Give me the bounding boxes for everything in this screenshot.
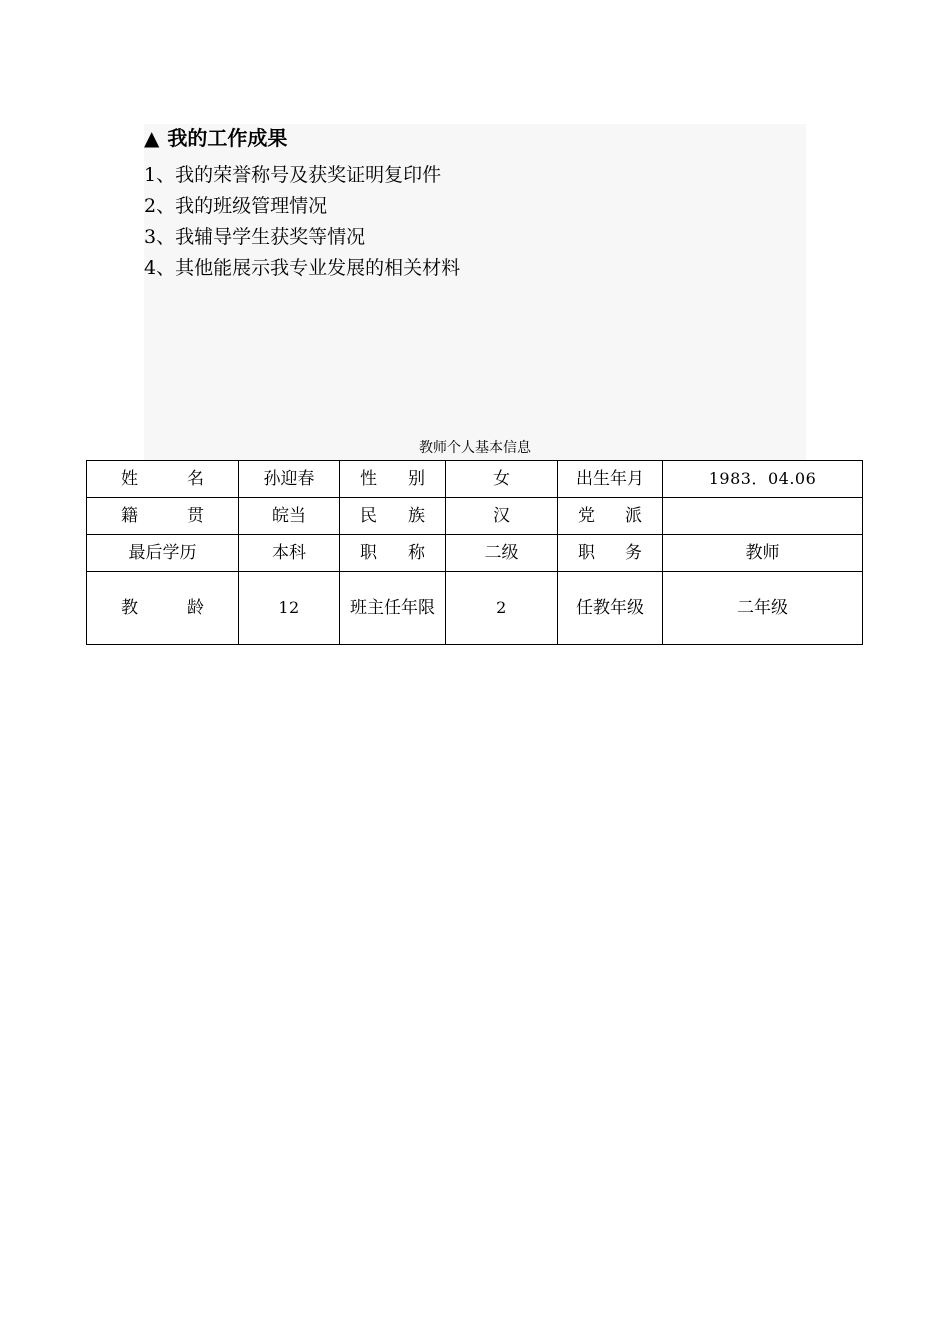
value-native-place: 皖当	[239, 498, 340, 535]
section-heading	[144, 126, 287, 150]
table-row	[87, 498, 863, 535]
value-teaching-years: 12	[239, 572, 340, 645]
table-row	[87, 461, 863, 498]
table-caption: 教师个人基本信息	[419, 440, 531, 456]
triangle-bullet-icon: ▲	[144, 126, 160, 150]
label-head-teacher-years: 班主任年限	[340, 572, 446, 645]
list-item: 4、其他能展示我专业发展的相关材料	[144, 257, 461, 279]
value-birth-date: 1983．04.06	[663, 461, 863, 498]
list-item: 2、我的班级管理情况	[144, 195, 328, 217]
value-title: 二级	[446, 535, 558, 572]
list-item: 3、我辅导学生获奖等情况	[144, 226, 366, 248]
label-title: 职 称	[340, 535, 446, 572]
work-results-section	[144, 124, 806, 460]
label-education: 最后学历	[87, 535, 239, 572]
value-head-teacher-years: 2	[446, 572, 558, 645]
label-position: 职 务	[558, 535, 663, 572]
value-ethnicity: 汉	[446, 498, 558, 535]
value-education: 本科	[239, 535, 340, 572]
label-native-place: 籍 贯	[87, 498, 239, 535]
label-party: 党 派	[558, 498, 663, 535]
list-item: 1、我的荣誉称号及获奖证明复印件	[144, 164, 442, 186]
value-position: 教师	[663, 535, 863, 572]
table-row	[87, 572, 863, 645]
label-ethnicity: 民 族	[340, 498, 446, 535]
value-gender: 女	[446, 461, 558, 498]
section-heading-text: 我的工作成果	[167, 126, 288, 150]
label-gender: 性 别	[340, 461, 446, 498]
label-birth-date: 出生年月	[558, 461, 663, 498]
label-teaching-years: 教 龄	[87, 572, 239, 645]
teacher-info-table	[86, 460, 863, 645]
table-row	[87, 535, 863, 572]
value-grade-taught: 二年级	[663, 572, 863, 645]
value-name: 孙迎春	[239, 461, 340, 498]
label-name: 姓 名	[87, 461, 239, 498]
label-grade-taught: 任教年级	[558, 572, 663, 645]
value-party	[663, 498, 863, 535]
work-results-list	[144, 160, 460, 284]
